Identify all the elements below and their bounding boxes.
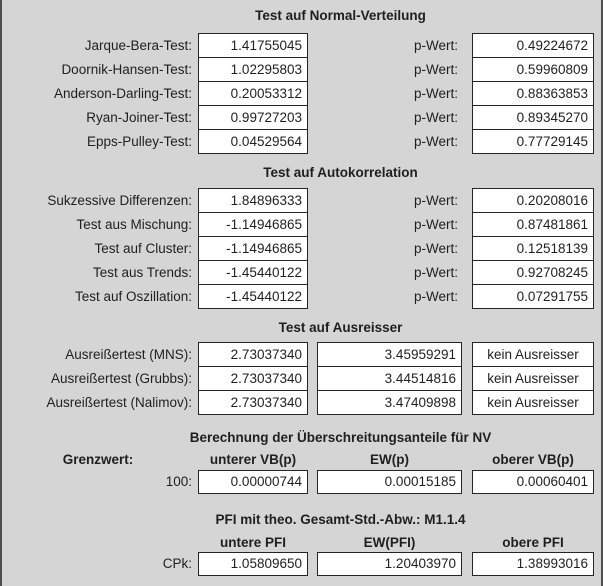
outlier-statistic-cell[interactable]: 2.73037340 [198, 366, 308, 391]
p-wert-label: p-Wert: [413, 289, 458, 304]
cpk-row-label: CPk: [162, 556, 192, 571]
test-statistic-cell[interactable]: -1.14946865 [198, 236, 308, 261]
column-header-ew-pfi: EW(PFI) [363, 535, 416, 550]
p-value-cell[interactable]: 0.07291755 [472, 284, 594, 309]
test-statistic-cell[interactable]: 1.84896333 [198, 188, 308, 213]
outlier-result-cell[interactable]: kein Ausreisser [472, 390, 594, 415]
test-label: Ryan-Joiner-Test: [86, 110, 192, 125]
outlier-test-label: Ausreißertest (Nalimov): [46, 395, 192, 410]
p-value-cell[interactable]: 0.59960809 [472, 57, 594, 82]
p-wert-label: p-Wert: [413, 62, 458, 77]
outlier-critical-cell[interactable]: 3.45959291 [317, 342, 462, 367]
test-statistic-cell[interactable]: 0.04529564 [198, 129, 308, 154]
p-value-cell[interactable]: 0.88363853 [472, 81, 594, 106]
section-ueberschreitung-title: Berechnung der Überschreitungsanteile für NV [189, 430, 492, 445]
outlier-test-label: Ausreißertest (Grubbs): [50, 371, 192, 386]
p-wert-label: p-Wert: [413, 241, 458, 256]
column-header-untere-pfi: untere PFI [219, 535, 286, 550]
p-wert-label: p-Wert: [413, 193, 458, 208]
test-statistic-cell[interactable]: 1.02295803 [198, 57, 308, 82]
p-value-cell[interactable]: 0.12518139 [472, 236, 594, 261]
p-wert-label: p-Wert: [413, 265, 458, 280]
outlier-test-label: Ausreißertest (MNS): [65, 347, 192, 362]
column-header-unterer-vb: unterer VB(p) [209, 452, 297, 467]
column-header-ew: EW(p) [370, 452, 409, 467]
ew-pfi-cell[interactable]: 1.20403970 [317, 552, 462, 576]
p-value-cell[interactable]: 0.89345270 [472, 105, 594, 130]
unterer-vb-cell[interactable]: 0.00000744 [198, 470, 308, 494]
test-statistic-cell[interactable]: 0.20053312 [198, 81, 308, 106]
obere-pfi-cell[interactable]: 1.38993016 [472, 552, 594, 576]
outlier-critical-cell[interactable]: 3.44514816 [317, 366, 462, 391]
test-statistic-cell[interactable]: -1.14946865 [198, 212, 308, 237]
p-value-cell[interactable]: 0.49224672 [472, 33, 594, 58]
test-label: Test auf Cluster: [94, 241, 192, 256]
untere-pfi-cell[interactable]: 1.05809650 [198, 552, 308, 576]
test-statistic-cell[interactable]: -1.45440122 [198, 260, 308, 285]
outlier-statistic-cell[interactable]: 2.73037340 [198, 390, 308, 415]
p-wert-label: p-Wert: [413, 86, 458, 101]
section-autokorrelation-title: Test auf Autokorrelation [263, 165, 418, 180]
test-label: Test auf Oszillation: [74, 289, 192, 304]
outlier-result-cell[interactable]: kein Ausreisser [472, 342, 594, 367]
p-value-cell[interactable]: 0.20208016 [472, 188, 594, 213]
test-label: Test aus Trends: [92, 265, 192, 280]
column-header-obere-pfi: obere PFI [502, 535, 564, 550]
p-wert-label: p-Wert: [413, 110, 458, 125]
outlier-statistic-cell[interactable]: 2.73037340 [198, 342, 308, 367]
p-wert-label: p-Wert: [413, 134, 458, 149]
test-statistic-cell[interactable]: 0.99727203 [198, 105, 308, 130]
section-normal-title: Test auf Normal-Verteilung [255, 8, 426, 23]
ew-cell[interactable]: 0.00015185 [317, 470, 462, 494]
outlier-critical-cell[interactable]: 3.47409898 [317, 390, 462, 415]
p-wert-label: p-Wert: [413, 38, 458, 53]
p-value-cell[interactable]: 0.92708245 [472, 260, 594, 285]
test-label: Anderson-Darling-Test: [53, 86, 192, 101]
outlier-result-cell[interactable]: kein Ausreisser [472, 366, 594, 391]
section-ausreisser-title: Test auf Ausreisser [278, 320, 403, 335]
test-statistic-cell[interactable]: -1.45440122 [198, 284, 308, 309]
test-label: Jarque-Bera-Test: [84, 38, 192, 53]
test-label: Doornik-Hansen-Test: [61, 62, 192, 77]
column-header-oberer-vb: oberer VB(p) [492, 452, 574, 467]
test-label: Epps-Pulley-Test: [86, 134, 192, 149]
oberer-vb-cell[interactable]: 0.00060401 [472, 470, 594, 494]
test-label: Sukzessive Differenzen: [47, 193, 192, 208]
p-value-cell[interactable]: 0.87481861 [472, 212, 594, 237]
section-pfi-title: PFI mit theo. Gesamt-Std.-Abw.: M1.1.4 [215, 512, 466, 527]
grenzwert-header: Grenzwert: [62, 452, 134, 467]
test-statistic-cell[interactable]: 1.41755045 [198, 33, 308, 58]
p-value-cell[interactable]: 0.77729145 [472, 129, 594, 154]
grenzwert-row-label: 100: [165, 474, 192, 489]
test-label: Test aus Mischung: [76, 217, 192, 232]
p-wert-label: p-Wert: [413, 217, 458, 232]
